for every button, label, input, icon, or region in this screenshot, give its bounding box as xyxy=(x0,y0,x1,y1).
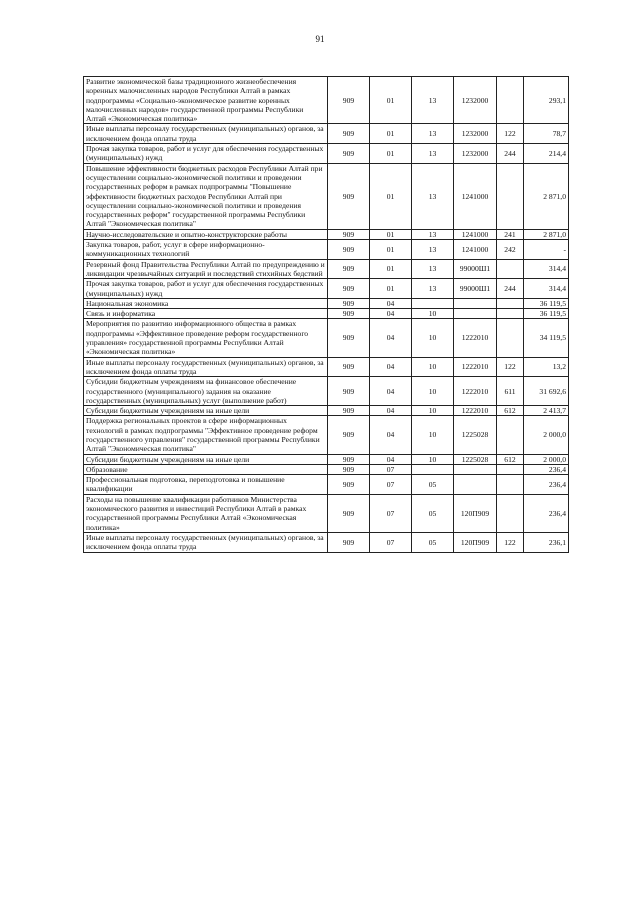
cell-amount: 314,4 xyxy=(524,259,569,279)
cell-amount: 36 119,5 xyxy=(524,298,569,308)
cell-target-code xyxy=(454,475,497,495)
cell-subsection-code: 13 xyxy=(412,259,454,279)
cell-subsection-code: 10 xyxy=(412,357,454,377)
cell-amount: 214,4 xyxy=(524,144,569,164)
table-row xyxy=(84,163,569,229)
cell-section-code: 01 xyxy=(370,77,412,124)
cell-amount: 36 119,5 xyxy=(524,309,569,319)
cell-grbs-code: 909 xyxy=(328,494,370,532)
cell-description: Прочая закупка товаров, работ и услуг для обеспечения государственных (муниципальных) нужд xyxy=(84,144,328,164)
cell-amount: 2 871,0 xyxy=(524,163,569,229)
cell-section-code: 01 xyxy=(370,163,412,229)
cell-section-code: 01 xyxy=(370,279,412,299)
table-row xyxy=(84,532,569,552)
cell-description: Национальная экономика xyxy=(84,298,328,308)
cell-target-code: 1241000 xyxy=(454,163,497,229)
cell-subsection-code: 10 xyxy=(412,406,454,416)
cell-subsection-code xyxy=(412,298,454,308)
table-row xyxy=(84,240,569,260)
cell-section-code: 07 xyxy=(370,464,412,474)
cell-section-code: 04 xyxy=(370,319,412,357)
cell-amount: 13,2 xyxy=(524,357,569,377)
cell-grbs-code: 909 xyxy=(328,279,370,299)
cell-target-code: 1241000 xyxy=(454,229,497,239)
cell-subsection-code: 13 xyxy=(412,144,454,164)
cell-grbs-code: 909 xyxy=(328,77,370,124)
cell-target-code: 120П909 xyxy=(454,494,497,532)
cell-description: Развитие экономической базы традиционного жизнеобеспечения коренных малочисленных народов Республики Алтай в рамках подпрограммы «Социально-экономическое развитие коренных малочисленных народов» государственной программы Республики Алтай «Экономическая политика» xyxy=(84,77,328,124)
cell-description: Иные выплаты персоналу государственных (муниципальных) органов, за исключением фонда оплаты труда xyxy=(84,532,328,552)
cell-expense-type-code: 122 xyxy=(497,532,524,552)
cell-subsection-code: 13 xyxy=(412,279,454,299)
cell-subsection-code xyxy=(412,464,454,474)
table-row xyxy=(84,406,569,416)
cell-target-code xyxy=(454,309,497,319)
table-row xyxy=(84,494,569,532)
cell-section-code: 04 xyxy=(370,377,412,406)
cell-subsection-code: 10 xyxy=(412,319,454,357)
cell-description: Образование xyxy=(84,464,328,474)
cell-grbs-code: 909 xyxy=(328,357,370,377)
table-row xyxy=(84,475,569,495)
table-row xyxy=(84,357,569,377)
cell-amount: 236,4 xyxy=(524,494,569,532)
cell-expense-type-code xyxy=(497,319,524,357)
cell-target-code: 1222010 xyxy=(454,377,497,406)
table-row xyxy=(84,454,569,464)
cell-grbs-code: 909 xyxy=(328,298,370,308)
table-row xyxy=(84,279,569,299)
cell-grbs-code: 909 xyxy=(328,454,370,464)
cell-section-code: 01 xyxy=(370,240,412,260)
table-row xyxy=(84,416,569,454)
cell-grbs-code: 909 xyxy=(328,163,370,229)
cell-section-code: 07 xyxy=(370,475,412,495)
cell-amount: 2 413,7 xyxy=(524,406,569,416)
cell-description: Связь и информатика xyxy=(84,309,328,319)
cell-expense-type-code: 611 xyxy=(497,377,524,406)
cell-expense-type-code xyxy=(497,416,524,454)
cell-grbs-code: 909 xyxy=(328,464,370,474)
cell-expense-type-code xyxy=(497,163,524,229)
cell-subsection-code: 13 xyxy=(412,240,454,260)
cell-amount: 31 692,6 xyxy=(524,377,569,406)
cell-description: Профессиональная подготовка, переподготовка и повышение квалификации xyxy=(84,475,328,495)
table-row xyxy=(84,464,569,474)
cell-description: Прочая закупка товаров, работ и услуг для обеспечения государственных (муниципальных) нужд xyxy=(84,279,328,299)
cell-amount: 293,1 xyxy=(524,77,569,124)
cell-target-code: 1232000 xyxy=(454,144,497,164)
cell-description: Иные выплаты персоналу государственных (муниципальных) органов, за исключением фонда оплаты труда xyxy=(84,357,328,377)
cell-section-code: 01 xyxy=(370,259,412,279)
page-number: 91 xyxy=(315,34,325,44)
cell-target-code: 1241000 xyxy=(454,240,497,260)
cell-expense-type-code xyxy=(497,475,524,495)
cell-section-code: 04 xyxy=(370,309,412,319)
cell-amount: 236,1 xyxy=(524,532,569,552)
table-row xyxy=(84,377,569,406)
cell-expense-type-code xyxy=(497,77,524,124)
cell-grbs-code: 909 xyxy=(328,475,370,495)
table-row xyxy=(84,77,569,124)
cell-subsection-code: 10 xyxy=(412,454,454,464)
cell-amount: 236,4 xyxy=(524,475,569,495)
cell-section-code: 07 xyxy=(370,494,412,532)
cell-subsection-code: 05 xyxy=(412,532,454,552)
cell-subsection-code: 13 xyxy=(412,124,454,144)
cell-section-code: 04 xyxy=(370,357,412,377)
cell-description: Повышение эффективности бюджетных расходов Республики Алтай при осуществлении социально-экономической политики и проведении государственных реформ в рамках подпрограммы "Повышение эффективности бюджетных расходов Республики Алтай при осуществлении социально-экономической политики и проведения государственных реформ" государственной программы Республики Алтай "Экономическая политика" xyxy=(84,163,328,229)
cell-subsection-code: 13 xyxy=(412,163,454,229)
cell-amount: 2 000,0 xyxy=(524,416,569,454)
cell-expense-type-code: 612 xyxy=(497,454,524,464)
table-row xyxy=(84,309,569,319)
cell-grbs-code: 909 xyxy=(328,144,370,164)
cell-target-code: 1222010 xyxy=(454,357,497,377)
cell-target-code xyxy=(454,298,497,308)
cell-grbs-code: 909 xyxy=(328,229,370,239)
cell-grbs-code: 909 xyxy=(328,377,370,406)
table-row xyxy=(84,229,569,239)
cell-target-code: 120П909 xyxy=(454,532,497,552)
cell-target-code: 1225028 xyxy=(454,454,497,464)
cell-target-code: 1232000 xyxy=(454,124,497,144)
cell-expense-type-code xyxy=(497,464,524,474)
cell-grbs-code: 909 xyxy=(328,416,370,454)
cell-grbs-code: 909 xyxy=(328,124,370,144)
cell-section-code: 04 xyxy=(370,416,412,454)
cell-section-code: 01 xyxy=(370,229,412,239)
cell-target-code xyxy=(454,464,497,474)
cell-grbs-code: 909 xyxy=(328,240,370,260)
cell-description: Субсидии бюджетным учреждениям на финансовое обеспечение государственного (муниципального) задания на оказание государственных (муниципальных) услуг (выполнение работ) xyxy=(84,377,328,406)
cell-subsection-code: 05 xyxy=(412,494,454,532)
cell-section-code: 04 xyxy=(370,406,412,416)
cell-section-code: 07 xyxy=(370,532,412,552)
table-row xyxy=(84,124,569,144)
cell-description: Мероприятия по развитию информационного общества в рамках подпрограммы «Эффективное проведение реформ государственного управления» государственной программы Республики Алтай «Экономическая политика» xyxy=(84,319,328,357)
cell-expense-type-code: 612 xyxy=(497,406,524,416)
cell-expense-type-code: 244 xyxy=(497,279,524,299)
cell-expense-type-code xyxy=(497,298,524,308)
cell-amount: - xyxy=(524,240,569,260)
cell-amount: 2 871,0 xyxy=(524,229,569,239)
cell-section-code: 04 xyxy=(370,298,412,308)
cell-grbs-code: 909 xyxy=(328,406,370,416)
cell-target-code: 1232000 xyxy=(454,77,497,124)
cell-grbs-code: 909 xyxy=(328,532,370,552)
cell-description: Закупка товаров, работ, услуг в сфере информационно-коммуникационных технологий xyxy=(84,240,328,260)
cell-description: Поддержка региональных проектов в сфере информационных технологий в рамках подпрограммы "Эффективное проведение реформ государственного управления" государственной программы Республики Алтай "Экономическая политика" xyxy=(84,416,328,454)
cell-description: Субсидии бюджетным учреждениям на иные цели xyxy=(84,406,328,416)
cell-target-code: 1222010 xyxy=(454,319,497,357)
cell-target-code: 1222010 xyxy=(454,406,497,416)
cell-subsection-code: 10 xyxy=(412,377,454,406)
cell-subsection-code: 10 xyxy=(412,309,454,319)
cell-expense-type-code: 122 xyxy=(497,357,524,377)
cell-description: Расходы на повышение квалификации работников Министерства экономического развития и инвестиций Республики Алтай в рамках государственной программы Республики Алтай «Экономическая политика» xyxy=(84,494,328,532)
table-row xyxy=(84,259,569,279)
cell-expense-type-code xyxy=(497,259,524,279)
cell-subsection-code: 05 xyxy=(412,475,454,495)
cell-expense-type-code xyxy=(497,494,524,532)
cell-section-code: 01 xyxy=(370,144,412,164)
cell-expense-type-code: 242 xyxy=(497,240,524,260)
cell-expense-type-code: 122 xyxy=(497,124,524,144)
table-row xyxy=(84,319,569,357)
cell-grbs-code: 909 xyxy=(328,309,370,319)
cell-amount: 314,4 xyxy=(524,279,569,299)
cell-subsection-code: 13 xyxy=(412,77,454,124)
table-row xyxy=(84,298,569,308)
cell-target-code: 99000Ш1 xyxy=(454,279,497,299)
cell-amount: 2 000,0 xyxy=(524,454,569,464)
cell-expense-type-code: 241 xyxy=(497,229,524,239)
table-row xyxy=(84,144,569,164)
cell-expense-type-code xyxy=(497,309,524,319)
table-body xyxy=(84,77,569,553)
cell-amount: 236,4 xyxy=(524,464,569,474)
cell-description: Иные выплаты персоналу государственных (муниципальных) органов, за исключением фонда оплаты труда xyxy=(84,124,328,144)
cell-grbs-code: 909 xyxy=(328,319,370,357)
cell-amount: 78,7 xyxy=(524,124,569,144)
cell-expense-type-code: 244 xyxy=(497,144,524,164)
cell-description: Субсидии бюджетным учреждениям на иные цели xyxy=(84,454,328,464)
cell-description: Резервный фонд Правительства Республики Алтай по предупреждению и ликвидации чрезвычайных ситуаций и последствий стихийных бедствий xyxy=(84,259,328,279)
cell-section-code: 04 xyxy=(370,454,412,464)
cell-subsection-code: 10 xyxy=(412,416,454,454)
cell-section-code: 01 xyxy=(370,124,412,144)
cell-description: Научно-исследовательские и опытно-конструкторские работы xyxy=(84,229,328,239)
cell-grbs-code: 909 xyxy=(328,259,370,279)
cell-subsection-code: 13 xyxy=(412,229,454,239)
cell-target-code: 99000Ш1 xyxy=(454,259,497,279)
budget-table xyxy=(83,76,569,553)
cell-amount: 34 119,5 xyxy=(524,319,569,357)
cell-target-code: 1225028 xyxy=(454,416,497,454)
